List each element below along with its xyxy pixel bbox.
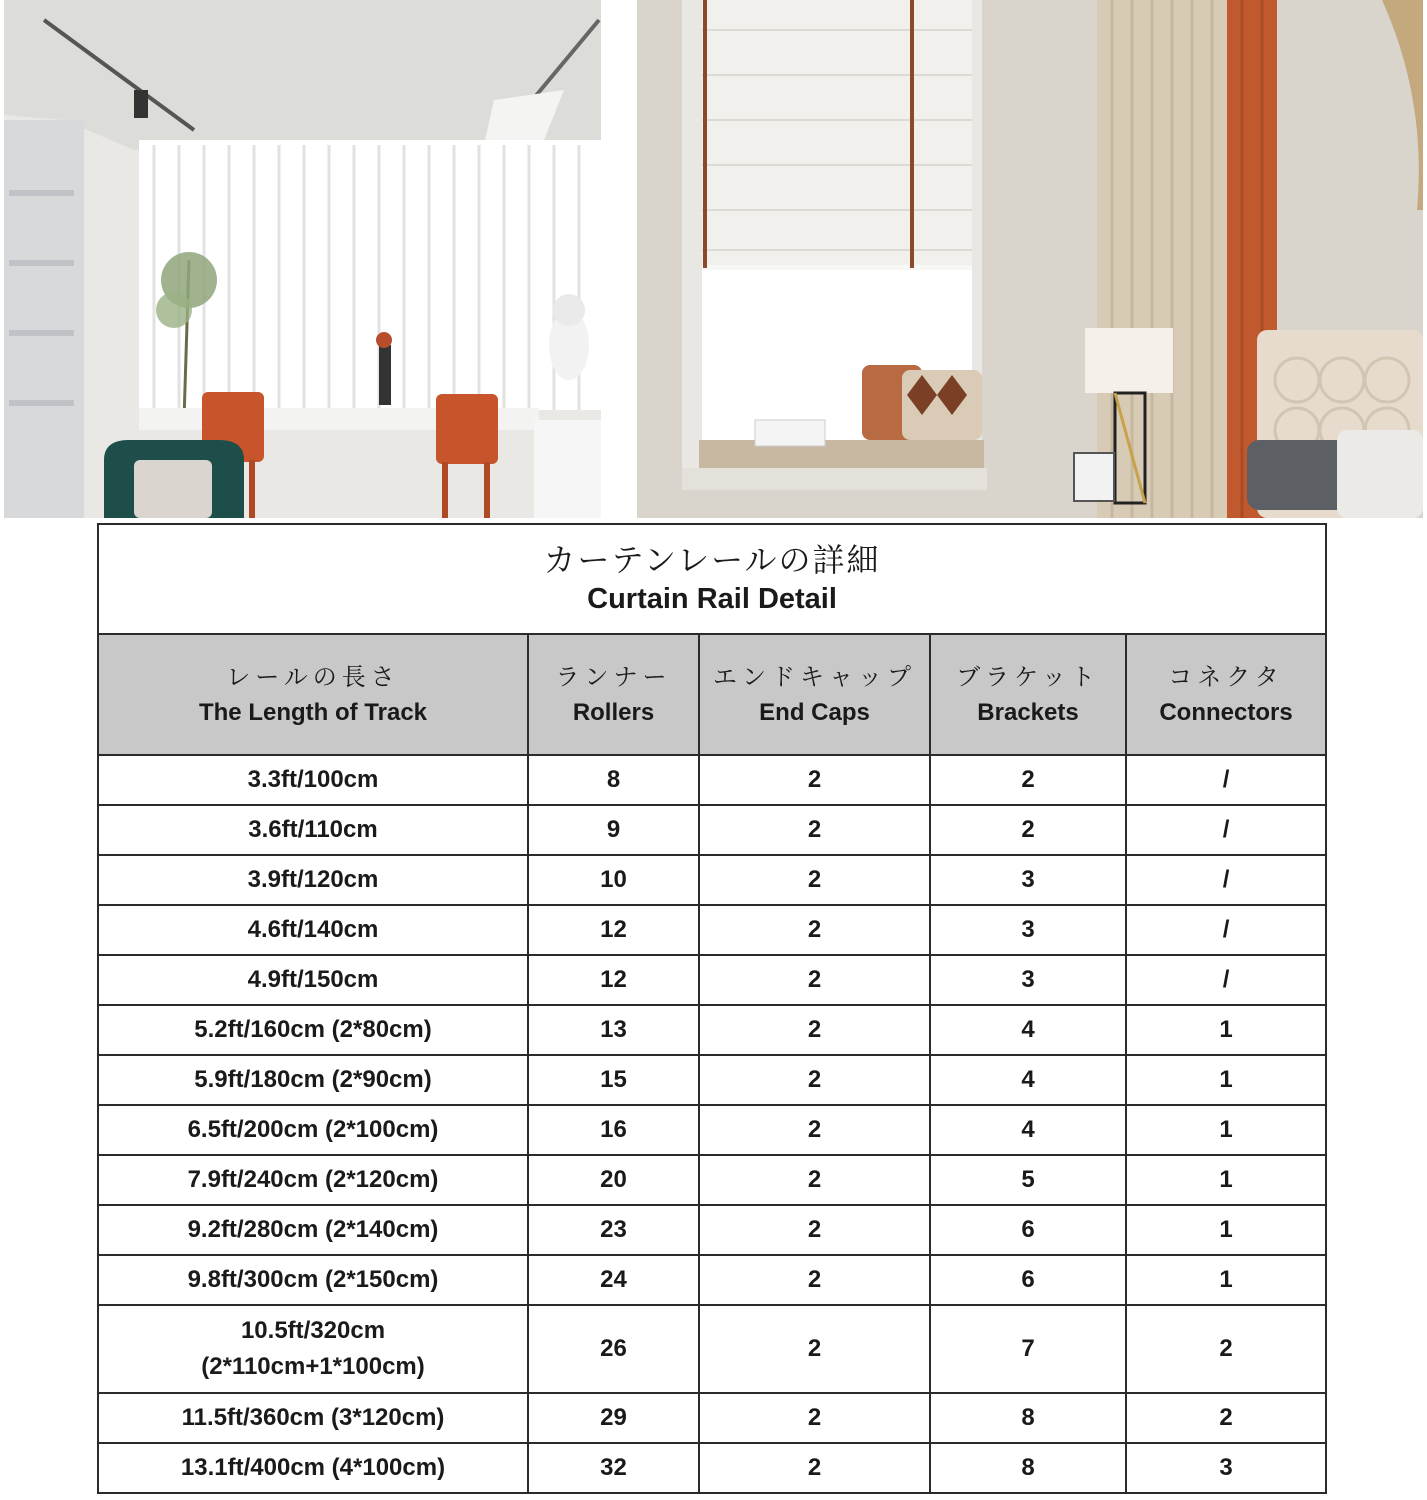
cell-brackets: 4 [930, 1105, 1126, 1155]
table-row [98, 1305, 1326, 1393]
table-row [98, 1255, 1326, 1305]
cell-length: 9.8ft/300cm (2*150cm) [98, 1255, 528, 1305]
cell-connectors: 3 [1126, 1443, 1326, 1493]
cell-end-caps: 2 [699, 905, 930, 955]
table-row [98, 1205, 1326, 1255]
cell-end-caps: 2 [699, 1155, 930, 1205]
cell-brackets: 8 [930, 1393, 1126, 1443]
cell-length: 9.2ft/280cm (2*140cm) [98, 1205, 528, 1255]
cell-end-caps: 2 [699, 855, 930, 905]
cell-brackets: 8 [930, 1443, 1126, 1493]
header-connectors-en: Connectors [1159, 698, 1293, 726]
header-connectors [1126, 634, 1326, 755]
cell-length: 6.5ft/200cm (2*100cm) [98, 1105, 528, 1155]
cell-rollers: 10 [528, 855, 699, 905]
cell-rollers: 16 [528, 1105, 699, 1155]
cell-length: 13.1ft/400cm (4*100cm) [98, 1443, 528, 1493]
cell-rollers: 8 [528, 755, 699, 805]
cell-length: 5.9ft/180cm (2*90cm) [98, 1055, 528, 1105]
header-track-length [98, 634, 528, 755]
cell-length [98, 1305, 528, 1393]
cell-length-line1: 10.5ft/320cm [240, 1317, 386, 1344]
cell-length: 4.6ft/140cm [98, 905, 528, 955]
header-brackets [930, 634, 1126, 755]
cell-connectors: / [1126, 955, 1326, 1005]
cell-end-caps: 2 [699, 955, 930, 1005]
header-connectors-ja: コネクタ [1168, 662, 1284, 691]
table-row [98, 805, 1326, 855]
cell-end-caps: 2 [699, 755, 930, 805]
cell-brackets: 2 [930, 755, 1126, 805]
cell-connectors: 1 [1126, 1055, 1326, 1105]
cell-length: 5.2ft/160cm (2*80cm) [98, 1005, 528, 1055]
cell-rollers: 24 [528, 1255, 699, 1305]
cell-end-caps: 2 [699, 1205, 930, 1255]
cell-length: 11.5ft/360cm (3*120cm) [98, 1393, 528, 1443]
cell-brackets: 3 [930, 905, 1126, 955]
table-row [98, 1105, 1326, 1155]
cell-length: 4.9ft/150cm [98, 955, 528, 1005]
cell-brackets: 3 [930, 855, 1126, 905]
table-row [98, 1055, 1326, 1105]
table-row [98, 855, 1326, 905]
cell-end-caps: 2 [699, 1443, 930, 1493]
header-end-caps-en: End Caps [759, 698, 870, 726]
cell-connectors: / [1126, 855, 1326, 905]
table-row [98, 1443, 1326, 1493]
header-track-length-ja: レールの長さ [226, 662, 400, 691]
cell-rollers: 12 [528, 905, 699, 955]
header-rollers [528, 634, 699, 755]
cell-length: 3.3ft/100cm [98, 755, 528, 805]
table-title-ja: カーテンレールの詳細 [543, 541, 881, 579]
header-rollers-ja: ランナー [555, 662, 672, 691]
cell-connectors: 2 [1126, 1393, 1326, 1443]
living-room-photo [4, 0, 601, 518]
cell-brackets: 2 [930, 805, 1126, 855]
cell-end-caps: 2 [699, 1105, 930, 1155]
cell-rollers: 20 [528, 1155, 699, 1205]
cell-rollers: 13 [528, 1005, 699, 1055]
cell-end-caps: 2 [699, 1305, 930, 1393]
roman-shade [702, 0, 972, 265]
cell-connectors: 1 [1126, 1105, 1326, 1155]
header-brackets-en: Brackets [977, 698, 1079, 726]
cell-brackets: 4 [930, 1005, 1126, 1055]
header-track-length-en: The Length of Track [198, 698, 428, 726]
header-end-caps-ja: エンドキャップ [713, 662, 916, 691]
cell-connectors: 1 [1126, 1155, 1326, 1205]
cell-brackets: 4 [930, 1055, 1126, 1105]
table-header-row [98, 634, 1326, 755]
cell-brackets: 6 [930, 1205, 1126, 1255]
cell-connectors: / [1126, 905, 1326, 955]
header-end-caps [699, 634, 930, 755]
cell-end-caps: 2 [699, 805, 930, 855]
cell-rollers: 26 [528, 1305, 699, 1393]
table-row [98, 955, 1326, 1005]
table-row [98, 1155, 1326, 1205]
cell-rollers: 23 [528, 1205, 699, 1255]
cell-brackets: 6 [930, 1255, 1126, 1305]
bedroom-photo [637, 0, 1423, 518]
cell-brackets: 7 [930, 1305, 1126, 1393]
cell-connectors: / [1126, 805, 1326, 855]
cell-end-caps: 2 [699, 1393, 930, 1443]
cell-connectors: 1 [1126, 1205, 1326, 1255]
table-row [98, 755, 1326, 805]
cell-connectors: 1 [1126, 1005, 1326, 1055]
table-row [98, 1393, 1326, 1443]
cell-connectors: 2 [1126, 1305, 1326, 1393]
header-brackets-ja: ブラケット [956, 662, 1100, 691]
cell-rollers: 12 [528, 955, 699, 1005]
cell-end-caps: 2 [699, 1005, 930, 1055]
table-title-en: Curtain Rail Detail [587, 583, 837, 615]
bedroom-illustration [637, 0, 1423, 518]
living-room-illustration [4, 0, 601, 518]
table-title [98, 524, 1326, 634]
cell-rollers: 15 [528, 1055, 699, 1105]
cell-rollers: 9 [528, 805, 699, 855]
cell-brackets: 5 [930, 1155, 1126, 1205]
cell-length-line2: (2*110cm+1*100cm) [201, 1353, 425, 1380]
cell-length: 3.6ft/110cm [98, 805, 528, 855]
cell-connectors: 1 [1126, 1255, 1326, 1305]
cell-length: 7.9ft/240cm (2*120cm) [98, 1155, 528, 1205]
cell-length: 3.9ft/120cm [98, 855, 528, 905]
table-row [98, 1005, 1326, 1055]
cell-rollers: 29 [528, 1393, 699, 1443]
cell-end-caps: 2 [699, 1055, 930, 1105]
cell-end-caps: 2 [699, 1255, 930, 1305]
cell-connectors: / [1126, 755, 1326, 805]
cell-rollers: 32 [528, 1443, 699, 1493]
table-row [98, 905, 1326, 955]
cell-brackets: 3 [930, 955, 1126, 1005]
curtain-rail-spec-table [97, 523, 1327, 1494]
header-rollers-en: Rollers [572, 698, 655, 726]
